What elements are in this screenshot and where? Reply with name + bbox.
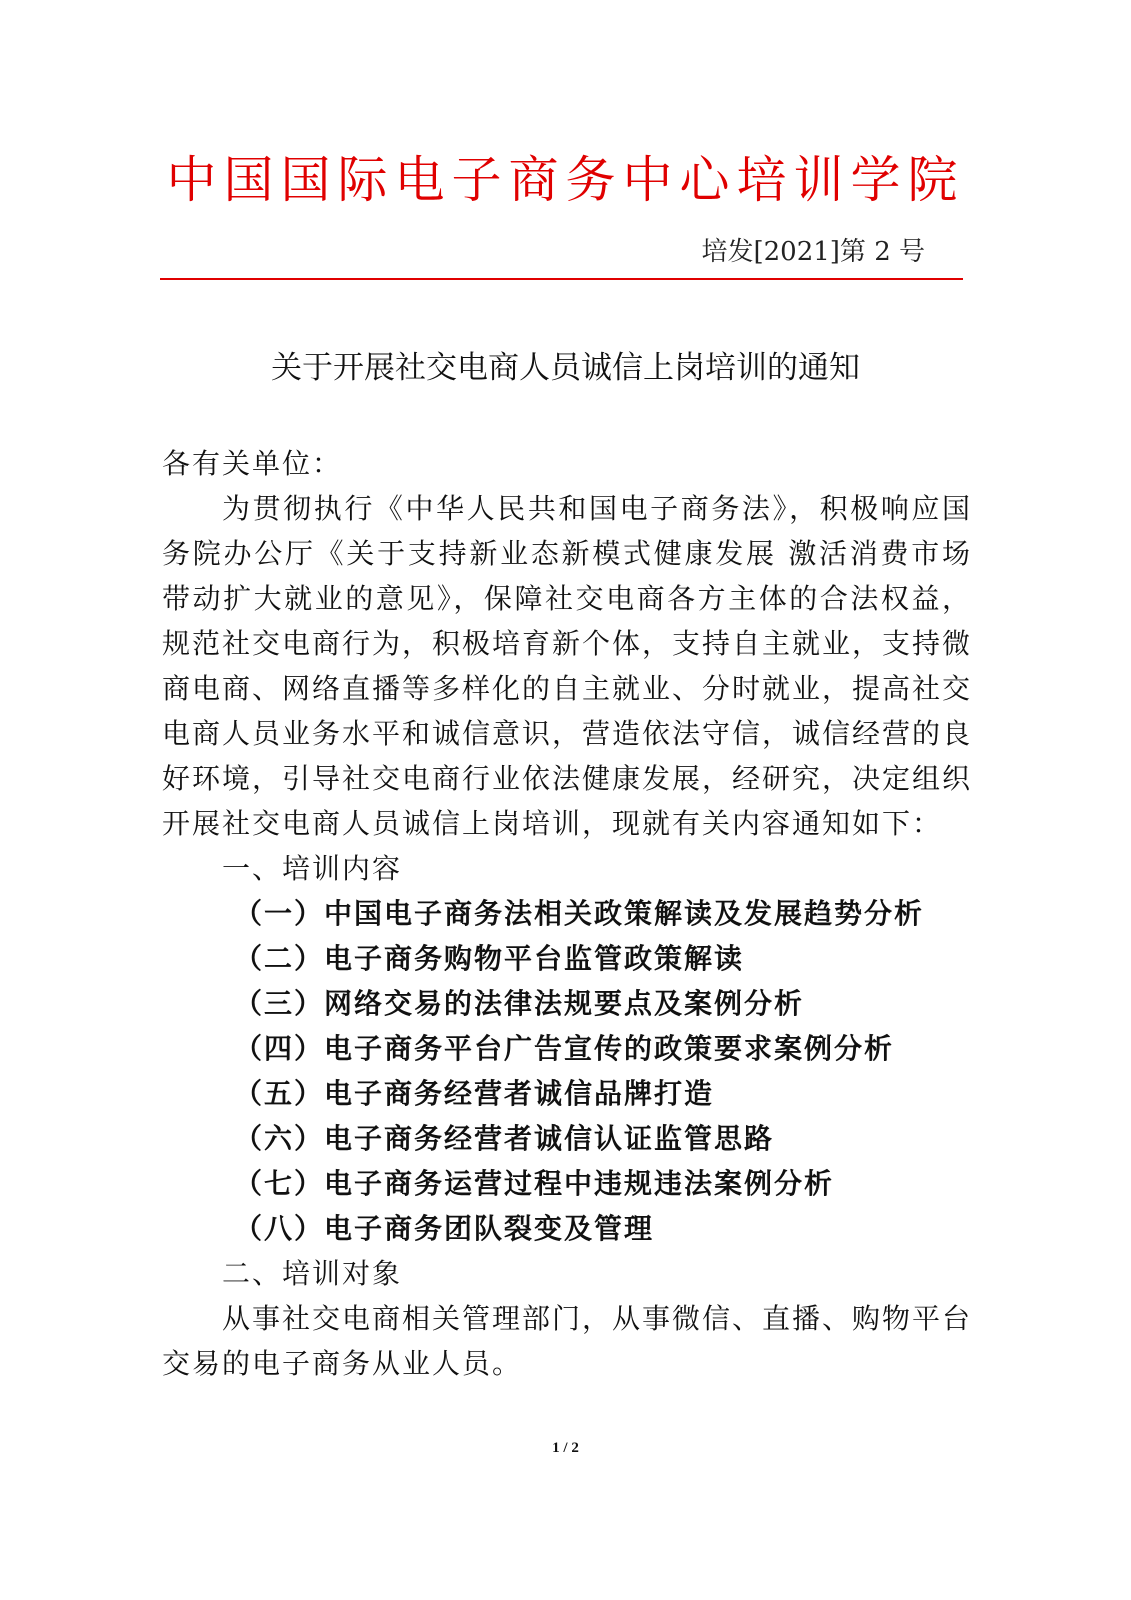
document-title: 关于开展社交电商人员诚信上岗培训的通知 (271, 350, 860, 386)
training-item: （一）中国电子商务法相关政策解读及发展趋势分析 (234, 897, 925, 930)
training-item: （四）电子商务平台广告宣传的政策要求案例分析 (234, 1032, 895, 1065)
salutation: 各有关单位： (162, 447, 343, 480)
training-item: （二）电子商务购物平台监管政策解读 (234, 942, 745, 975)
document-number: 培发[2021]第 2 号 (701, 237, 925, 267)
document-body (162, 441, 972, 1386)
page-number: 1 / 2 (552, 1440, 579, 1456)
training-item: （六）电子商务经营者诚信认证监管思路 (234, 1122, 775, 1155)
training-item: （七）电子商务运营过程中违规违法案例分析 (234, 1167, 835, 1200)
letterhead-divider (160, 278, 963, 280)
training-target-paragraph: 从事社交电商相关管理部门，从事微信、直播、购物平台交易的电子商务从业人员。 (162, 1302, 973, 1380)
training-item: （八）电子商务团队裂变及管理 (234, 1212, 655, 1245)
section-heading-training-content: 一、培训内容 (222, 852, 403, 885)
training-item: （五）电子商务经营者诚信品牌打造 (234, 1077, 715, 1110)
letterhead-org-name: 中国国际电子商务中心培训学院 (166, 151, 965, 209)
training-item: （三）网络交易的法律法规要点及案例分析 (234, 987, 805, 1020)
section-heading-training-target: 二、培训对象 (222, 1257, 403, 1290)
intro-paragraph: 为贯彻执行《中华人民共和国电子商务法》，积极响应国务院办公厅《关于支持新业态新模式健康发展 激活消费市场带动扩大就业的意见》，保障社交电商各方主体的合法权益，规范社交电商行为，积极培育新个体，支持自主就业，支持微商电商、网络直播等多样化的自主就业、分时就业，提高社交电商人员业务水平和诚信意识，营造依法守信，诚信经营的良好环境，引导社交电商行业依法健康发展，经研究，决定组织开展社交电商人员诚信上岗培训，现就有关内容通知如下： (162, 492, 973, 840)
